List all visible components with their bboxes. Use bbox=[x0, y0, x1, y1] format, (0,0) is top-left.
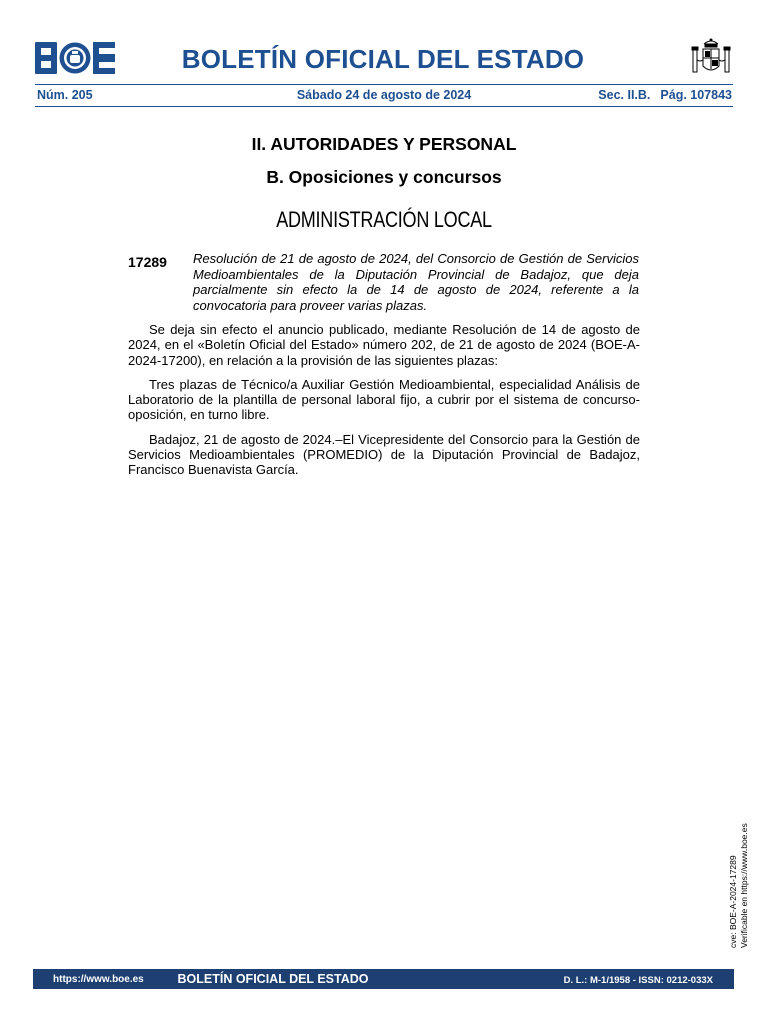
footer-bar bbox=[33, 969, 734, 989]
header-rule-bottom bbox=[35, 106, 733, 107]
verify-url: Verificable en https://www.boe.es bbox=[739, 823, 749, 948]
section-page bbox=[598, 88, 732, 102]
issue-date: Sábado 24 de agosto de 2024 bbox=[296, 88, 472, 102]
body-paragraph: Tres plazas de Técnico/a Auxiliar Gestión Medioambiental, especialidad Análisis de Laboratorio de la plantilla de personal laboral fijo, a cubrir por el sistema de concurso-oposición, en turno libre. bbox=[128, 376, 640, 423]
header-rule-top bbox=[35, 84, 733, 85]
issue-number: Núm. 205 bbox=[37, 88, 93, 102]
section-code: Sec. II.B. bbox=[598, 88, 651, 102]
document-body bbox=[128, 322, 640, 487]
body-paragraph: Se deja sin efecto el anuncio publicado, mediante Resolución de 14 de agosto de 2024, en el «Boletín Oficial del Estado» número 202, de 21 de agosto de 2024 (BOE-A-2024-17200), en relación a la provisión de las siguientes plazas: bbox=[128, 322, 640, 368]
document-summary: Resolución de 21 de agosto de 2024, del Consorcio de Gestión de Servicios Medioambientales de la Diputación Provincial de Badajoz, que deja parcialmente sin efecto la de 14 de agosto de 2024, referente a la convocatoria para proveer varias plazas. bbox=[193, 251, 639, 313]
footer-legal: D. L.: M-1/1958 - ISSN: 0212-033X bbox=[563, 975, 713, 986]
boe-logo bbox=[35, 42, 115, 74]
section-title: II. AUTORIDADES Y PERSONAL bbox=[251, 134, 517, 154]
cve-code: cve: BOE-A-2024-17289 bbox=[728, 855, 738, 948]
verification-note bbox=[724, 822, 752, 950]
masthead-title: BOLETÍN OFICIAL DEL ESTADO bbox=[181, 44, 585, 74]
coat-of-arms-icon bbox=[690, 36, 732, 80]
footer-title: BOLETÍN OFICIAL DEL ESTADO bbox=[177, 972, 369, 986]
organization-heading: ADMINISTRACIÓN LOCAL bbox=[276, 207, 492, 232]
footer-link[interactable]: https://www.boe.es bbox=[53, 974, 144, 985]
document-number: 17289 bbox=[128, 254, 167, 270]
page-number: Pág. 107843 bbox=[660, 88, 732, 102]
body-paragraph: Badajoz, 21 de agosto de 2024.–El Vicepresidente del Consorcio para la Gestión de Servicios Medioambientales (PROMEDIO) de la Diputación Provincial de Badajoz, Francisco Buenavista García. bbox=[128, 431, 640, 478]
section-subtitle: B. Oposiciones y concursos bbox=[266, 167, 502, 187]
